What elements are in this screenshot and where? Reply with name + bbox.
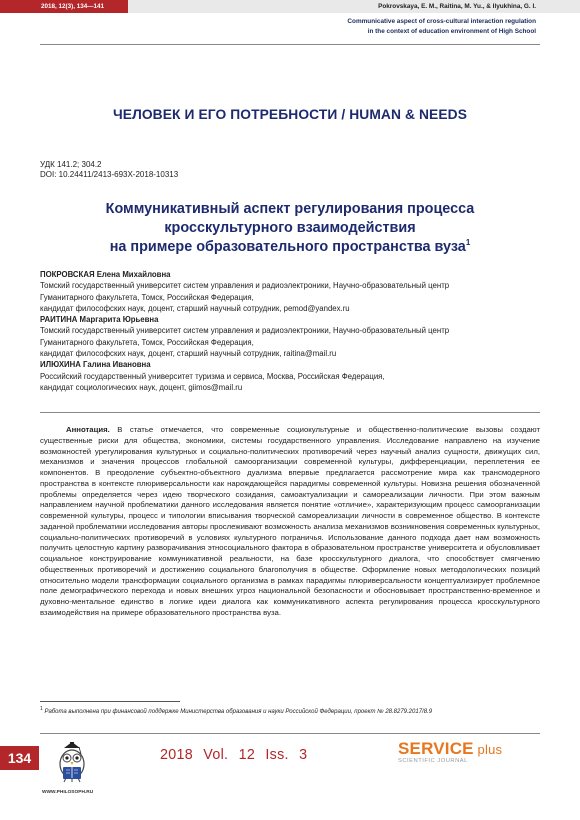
page-number: 134 — [0, 746, 39, 770]
header-divider — [40, 44, 540, 45]
footnote — [40, 706, 540, 715]
article-title-line: кросскультурного взаимодействия — [164, 220, 416, 237]
doi[interactable]: DOI: 10.24411/2413-693X-2018-10313 — [40, 170, 179, 179]
topic-header — [236, 17, 536, 36]
abstract-label: Аннотация. — [66, 425, 110, 434]
running-head-volume: 2018, 12(3), 134—141 — [0, 0, 128, 13]
abstract-text: В статье отмечается, что современные социокультурные и общественно-политические вызовы создают существенные риски для общества, экономики, системы государственного управления. Исследование направлено на изучение возможностей урегулирования культурных и социально-политических противоречий через научный анализ сущности, движущих сил, механизмов и значения процессов глобальной самоорганизации современной культуры, дифференциации, переплетения ее компонентов. В преодоление субъектно-объектного дуализма впервые предлагается рассмотрение мира как трансмодерного пространства в контексте плюриверсальности как нарождающейся парадигмы современной культуры. Новизна решения обозначенной проблемы определяется через идею творческого созидания, самоактуализации и самореализации личности. При этом важным направлением научной проблематики данного исследования является понятие «отличие», характеризующим процесс самоорганизации современной культуры, процесс и типологии вписывания творческой самореализации личности в современное общество. В контексте заданной проблематики исследования авторы прослеживают возможность анализа механизмов возникновения современных культурных, социально-политических противоречий в условиях культурного пограничья. Использование данного подхода дает нам возможность получить целостную картину разворачивания этносоциального фактора в образовательном пространстве университета и обусловливает социальное конструирование коммуникативной реальности, на базе кросскультурного диалога, что способствует смягчению общественных противоречий и достижению социального благополучия в обществе. Оформление новых методологических позиций относительно модели трансформации социального организма в рамках парадигмы плюриверсальности концептуализирует проблемное поле демографического перехода и новых внешних угроз национальной безопасности и обосновывает пространственно-временное и духовно-ментальное единство в логике идеи диалога как коммуникативного аспекта регулирования процесса кросскультурного взаимодействия на примере образовательного пространства вуза. — [40, 425, 540, 617]
running-head-authors: Pokrovskaya, E. M., Raitina, M. Yu., & Ilyukhina, G. I. — [128, 0, 580, 13]
author-credentials: кандидат философских наук, доцент, старший научный сотрудник, raitina@mail.ru — [40, 349, 337, 359]
author-affiliation: Гуманитарного факультета, Томск, Российская Федерация, — [40, 292, 254, 302]
udc-code: УДК 141.2; 304.2 — [40, 160, 102, 169]
author-entry — [40, 269, 542, 314]
footer-divider — [40, 733, 540, 734]
article-title-line: Коммуникативный аспект регулирования процесса — [105, 201, 475, 217]
author-name: ПОКРОВСКАЯ Елена Михайловна — [40, 270, 171, 279]
journal-subtitle: SCIENTIFIC JOURNAL — [398, 758, 468, 764]
author-entry — [40, 314, 542, 359]
article-title — [40, 200, 540, 258]
topic-header-line: Communicative aspect of cross-cultural interaction regulation — [347, 18, 536, 25]
article-title-line: на примере образовательного пространства вуза$^1$ — [109, 238, 471, 256]
author-name: РАИТИНА Маргарита Юрьевна — [40, 315, 159, 325]
journal-brand-plus: plus — [473, 742, 503, 757]
journal-logo — [398, 739, 502, 764]
footnote-text: Работа выполнена при финансовой поддержке Министерства образования и науки Российской Федерации, проект № 28.8279.2017/8.9 — [42, 709, 433, 715]
footnote-divider — [40, 701, 180, 702]
journal-brand: SERVICE — [398, 739, 474, 758]
authors-divider — [40, 412, 540, 413]
footnote-number: 1 — [40, 706, 43, 712]
author-affiliation: Томский государственный университет систем управления и радиоэлектроники, Научно-образовательный центр — [40, 326, 450, 336]
author-affiliation: Томский государственный университет систем управления и радиоэлектроники, Научно-образовательный центр — [40, 281, 450, 291]
section-title: ЧЕЛОВЕК И ЕГО ПОТРЕБНОСТИ / HUMAN & NEEDS — [112, 107, 468, 122]
author-affiliation: Российский государственный университет туризма и сервиса, Москва, Российская Федерация, — [40, 371, 385, 381]
author-credentials: кандидат социологических наук, доцент, giimos@mail.ru — [40, 382, 243, 392]
author-name: ИЛЮХИНА Галина Ивановна — [40, 360, 151, 370]
author-entry — [40, 359, 542, 393]
running-head — [0, 0, 580, 13]
owl-logo-icon — [48, 736, 96, 792]
udc-block — [40, 160, 178, 180]
site-link[interactable]: WWW.PHILOSOPH.RU — [42, 790, 94, 795]
author-affiliation: Гуманитарного факультета, Томск, Российская Федерация, — [40, 337, 254, 347]
topic-header-line: in the context of education environment of High School — [367, 27, 536, 35]
author-credentials: кандидат философских наук, доцент, старший научный сотрудник, pemod@yandex.ru — [40, 303, 350, 313]
authors-block — [40, 269, 542, 393]
issue-label: 2018 Vol. 12 Iss. 3 — [160, 747, 308, 763]
abstract — [40, 425, 540, 619]
footnote-mark[interactable]: 1 — [465, 238, 471, 248]
